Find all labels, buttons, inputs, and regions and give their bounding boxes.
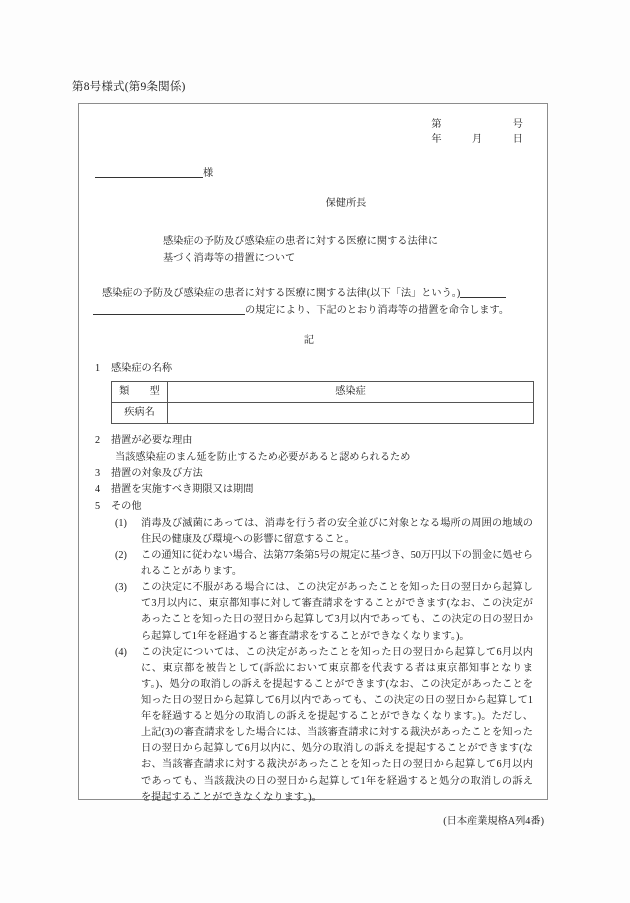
table-row [112, 382, 534, 403]
order-statement [91, 285, 535, 321]
subitem-2 [91, 548, 535, 580]
section-2-number: 2 [95, 435, 101, 447]
order-statement-line-1: 感染症の予防及び感染症の患者に対する医療に関する法律(以下「法」という。) [102, 287, 461, 299]
order-statement-line-2: の規定により、下記のとおり消毒等の措置を命令します。 [245, 305, 510, 317]
section-5 [91, 499, 535, 515]
section-4-number: 4 [95, 484, 101, 496]
subitem-2-marker: (2) [115, 550, 127, 562]
subject-line-2: 基づく消毒等の措置について [163, 253, 296, 265]
disease-name-label: 疾病名 [112, 403, 168, 424]
document-subject [91, 233, 535, 268]
subitem-1-text: 消毒及び滅菌にあっては、消毒を行う者の安全並びに対象となる場所の周囲の地域の住民の健康及び環境への影響に留意すること。 [141, 517, 533, 545]
subitem-3-text: この決定に不服がある場合には、この決定があったことを知った日の翌日から起算して3月以内に、東京都知事に対して審査請求をすることができます(なお、この決定があったことを知った日の翌日から起算して3月以内であっても、この決定の日の翌日から起算して1年を経過すると審査請求をすることができなくなります。)。 [141, 582, 534, 642]
issuer-title: 保健所長 [325, 198, 367, 210]
section-5-number: 5 [95, 500, 101, 512]
section-4 [91, 482, 535, 498]
subitem-3-marker: (3) [115, 582, 127, 594]
section-5-subitems [91, 516, 535, 806]
disease-table [111, 381, 534, 424]
section-2-title: 措置が必要な理由 [111, 435, 193, 447]
disease-name-value[interactable] [168, 403, 534, 424]
document-meta-block [91, 117, 535, 148]
law-article-blank-b[interactable] [93, 303, 245, 315]
section-2 [91, 433, 535, 449]
addressee-input-blank[interactable] [95, 165, 203, 178]
section-1 [91, 361, 535, 425]
subitem-4-marker: (4) [115, 646, 127, 658]
document-date-line[interactable]: 年 月 日 [431, 134, 523, 146]
section-list [91, 433, 535, 806]
document-number-line[interactable]: 第 号 [431, 119, 523, 130]
law-article-blank-a[interactable] [460, 286, 506, 298]
disease-type-value[interactable]: 感染症 [168, 382, 534, 403]
paper-size-note: (日本産業規格A列4番) [443, 816, 544, 827]
subject-line-1: 感染症の予防及び感染症の患者に対する医療に関する法律に [163, 235, 439, 247]
addressee-suffix: 様 [203, 167, 214, 179]
subitem-4-text: この決定については、この決定があったことを知った日の翌日から起算して6月以内に、東京都を被告として(訴訟において東京都を代表する者は東京都知事となります。)、処分の取消しの訴えを提起することができます(なお、この決定があったことを知った日の翌日から起算して6月以内であっても、この決定の日の翌日から起算して1年を経過すると処分の取消しの訴えを提起することができなくなります。)。ただし、上記(3)の審査請求をした場合には、当該審査請求に対する裁決があったことを知った日の翌日から起算して6月以内に、処分の取消しの訴えを提起することができます(なお、当該審査請求に対する裁決があったことを知った日の翌日から起算して6月以内であっても、当該裁決の日の翌日から起算して1年を経過すると処分の取消しの訴えを提起することができなくなります。)。 [141, 646, 533, 803]
section-3 [91, 466, 535, 482]
document-frame [78, 103, 548, 803]
subitem-1-marker: (1) [115, 517, 127, 529]
section-4-title: 措置を実施すべき期限又は期間 [111, 484, 254, 496]
section-2-detail: 当該感染症のまん延を防止するため必要があると認められるため [115, 451, 411, 463]
disease-type-label: 類 型 [112, 382, 168, 403]
subitem-2-text: この通知に従わない場合、法第77条第5号の規定に基づき、50万円以下の罰金に処せられることがあります。 [141, 550, 533, 578]
addressee-line [91, 165, 535, 183]
form-number: 第8号様式(第9条関係) [72, 81, 186, 93]
section-3-number: 3 [95, 467, 101, 479]
ki-marker: 記 [303, 335, 315, 347]
section-3-title: 措置の対象及び方法 [111, 467, 203, 479]
section-5-title: その他 [111, 500, 142, 512]
subitem-4 [91, 645, 535, 806]
section-1-title: 感染症の名称 [111, 362, 173, 374]
section-1-number: 1 [95, 362, 101, 374]
subitem-1 [91, 516, 535, 548]
subitem-3 [91, 580, 535, 644]
table-row [112, 403, 534, 424]
